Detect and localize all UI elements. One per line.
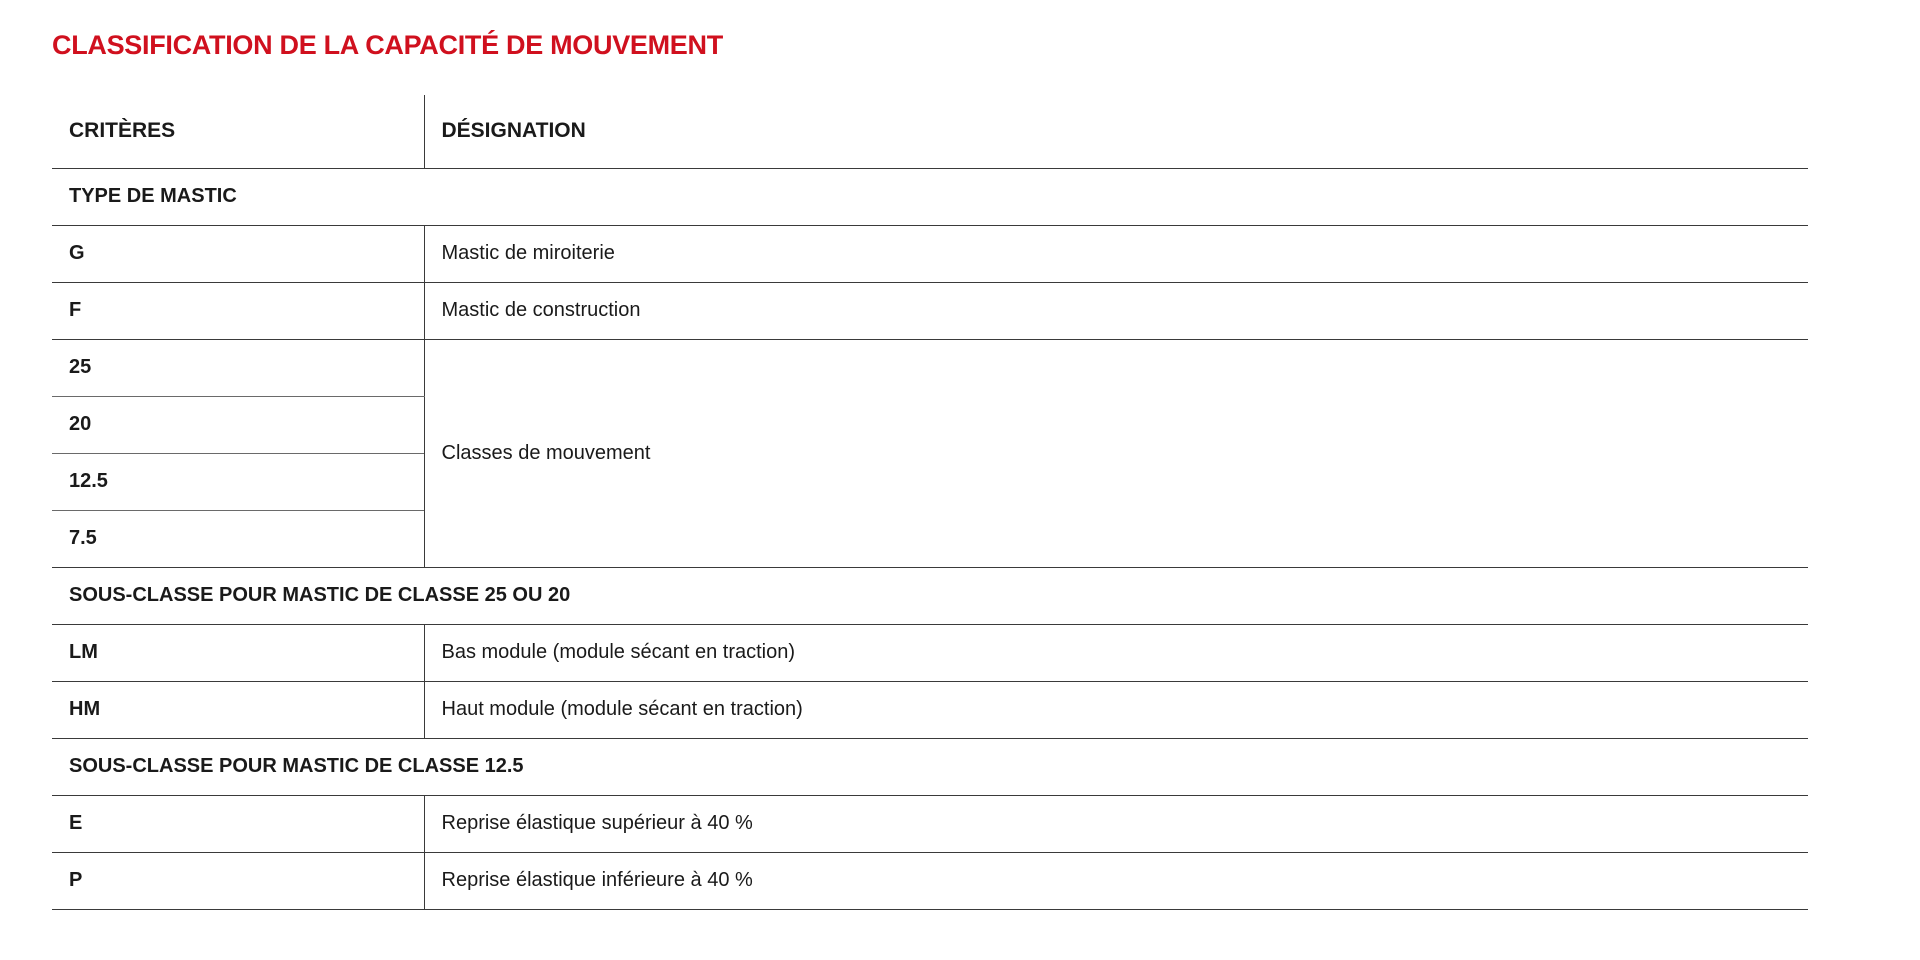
table-row — [52, 795, 1808, 852]
criteria-column-header: CRITÈRES — [52, 95, 424, 168]
table-row — [52, 339, 1808, 396]
criteria-cell: E — [52, 795, 424, 852]
table-row — [52, 624, 1808, 681]
table-header-row — [52, 95, 1808, 168]
criteria-cell: 20 — [52, 396, 424, 453]
designation-cell: Bas module (module sécant en traction) — [424, 624, 1808, 681]
designation-column-header: DÉSIGNATION — [424, 95, 1808, 168]
designation-cell-movement-classes: Classes de mouvement — [424, 339, 1808, 567]
section-header-sealant-type — [52, 168, 1808, 225]
table-row — [52, 681, 1808, 738]
designation-cell: Mastic de miroiterie — [424, 225, 1808, 282]
criteria-cell: F — [52, 282, 424, 339]
criteria-cell: 25 — [52, 339, 424, 396]
section-title: SOUS-CLASSE POUR MASTIC DE CLASSE 12.5 — [52, 738, 1808, 795]
criteria-cell: 7.5 — [52, 510, 424, 567]
table-row — [52, 225, 1808, 282]
section-header-subclass-12-5 — [52, 738, 1808, 795]
section-header-subclass-25-20 — [52, 567, 1808, 624]
criteria-cell: P — [52, 852, 424, 909]
designation-cell: Haut module (module sécant en traction) — [424, 681, 1808, 738]
criteria-cell: LM — [52, 624, 424, 681]
criteria-cell: HM — [52, 681, 424, 738]
page-title: CLASSIFICATION DE LA CAPACITÉ DE MOUVEMENT — [52, 30, 723, 60]
criteria-cell: 12.5 — [52, 453, 424, 510]
table-row — [52, 282, 1808, 339]
section-title: SOUS-CLASSE POUR MASTIC DE CLASSE 25 OU 20 — [52, 567, 1808, 624]
movement-classification-table — [52, 95, 1808, 910]
designation-cell: Reprise élastique supérieur à 40 % — [424, 795, 1808, 852]
table-row — [52, 852, 1808, 909]
designation-cell: Reprise élastique inférieure à 40 % — [424, 852, 1808, 909]
designation-cell: Mastic de construction — [424, 282, 1808, 339]
criteria-cell: G — [52, 225, 424, 282]
section-title: TYPE DE MASTIC — [52, 168, 1808, 225]
